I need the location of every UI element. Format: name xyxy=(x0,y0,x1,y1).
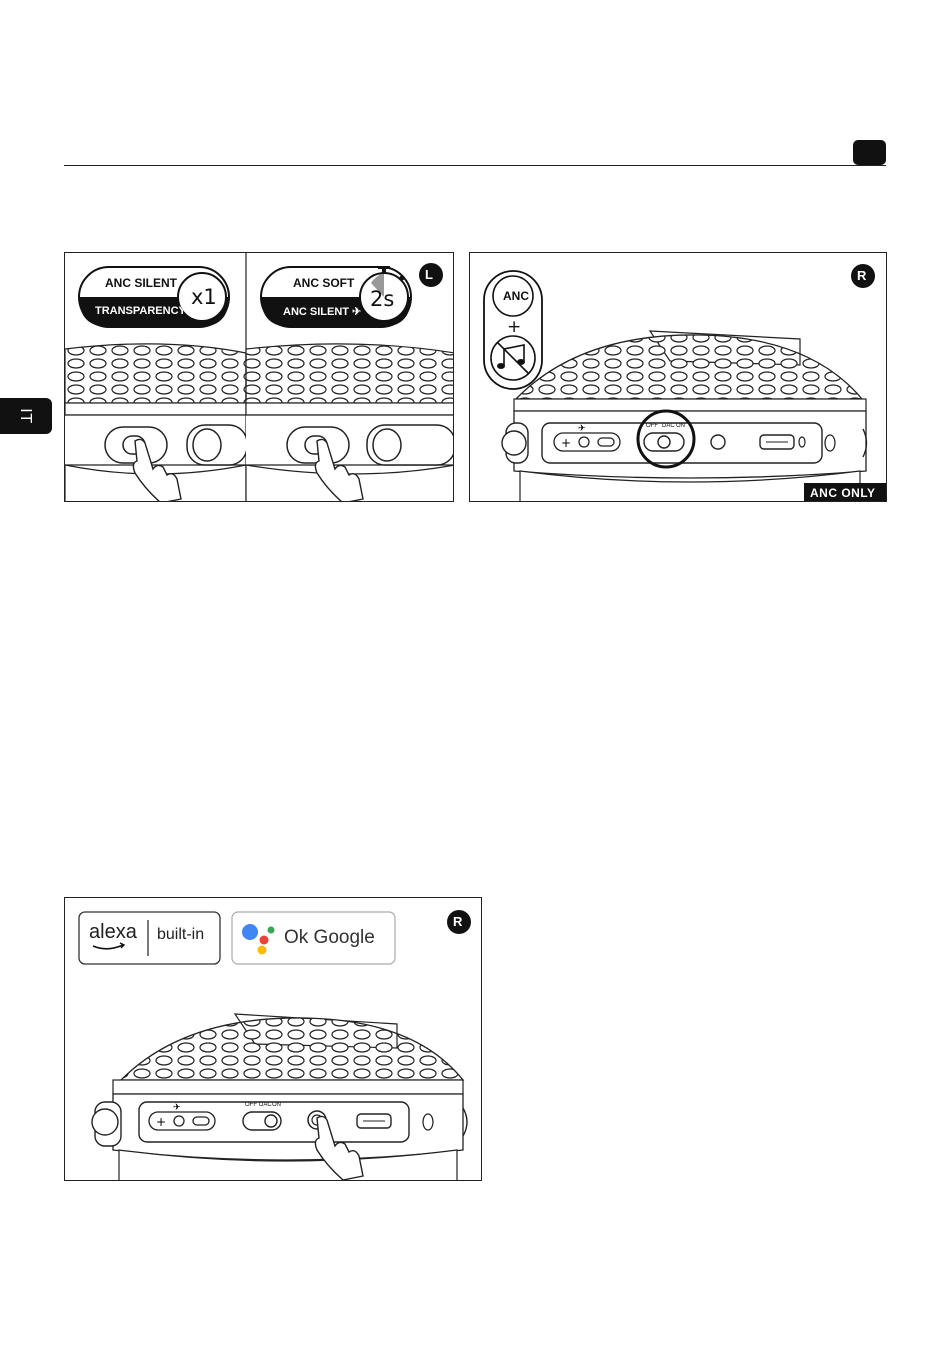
bottom-side-badge-letter: R xyxy=(453,914,463,929)
svg-text:✈: ✈ xyxy=(173,1103,181,1113)
anc-label: ANC xyxy=(503,289,529,303)
step2-top-label: ANC SOFT xyxy=(293,276,355,290)
language-code: IT xyxy=(17,408,35,424)
alexa-word: alexa xyxy=(89,921,137,943)
header-rule xyxy=(64,165,886,166)
left-earcup-illustration xyxy=(65,253,454,502)
step1-top-label: ANC SILENT xyxy=(105,276,177,290)
switch-label-off: OFF xyxy=(646,423,658,429)
voice-assistant-panel xyxy=(64,897,482,1181)
step2-hold-duration: 2s xyxy=(370,287,395,311)
ok-google-text: Ok Google xyxy=(284,927,375,948)
svg-text:+: + xyxy=(561,436,572,450)
step1-bottom-label: TRANSPARENCY xyxy=(95,305,186,317)
alexa-built-in: built-in xyxy=(157,926,205,943)
left-earcup-panel xyxy=(64,252,454,502)
plus-sign: + xyxy=(507,317,522,337)
right-earcup-illustration xyxy=(470,253,887,502)
svg-text:+: + xyxy=(156,1115,167,1129)
switch-label-on: ON xyxy=(676,423,685,429)
step1-press-count: x1 xyxy=(191,285,217,309)
right-side-badge-letter: R xyxy=(857,268,867,283)
language-side-tab[interactable] xyxy=(0,398,52,434)
switch-label-on: ON xyxy=(272,1102,281,1108)
svg-text:✈: ✈ xyxy=(578,424,586,434)
left-side-badge-letter: L xyxy=(425,267,433,282)
right-earcup-panel xyxy=(469,252,887,502)
page-number-badge xyxy=(853,140,886,165)
step2-bottom-label: ANC SILENT ✈ xyxy=(283,306,362,318)
switch-label-dac: DAC xyxy=(259,1102,272,1108)
switch-label-off: OFF xyxy=(245,1102,257,1108)
anc-only-label: ANC ONLY xyxy=(810,486,876,500)
switch-label-dac: DAC xyxy=(662,423,675,429)
